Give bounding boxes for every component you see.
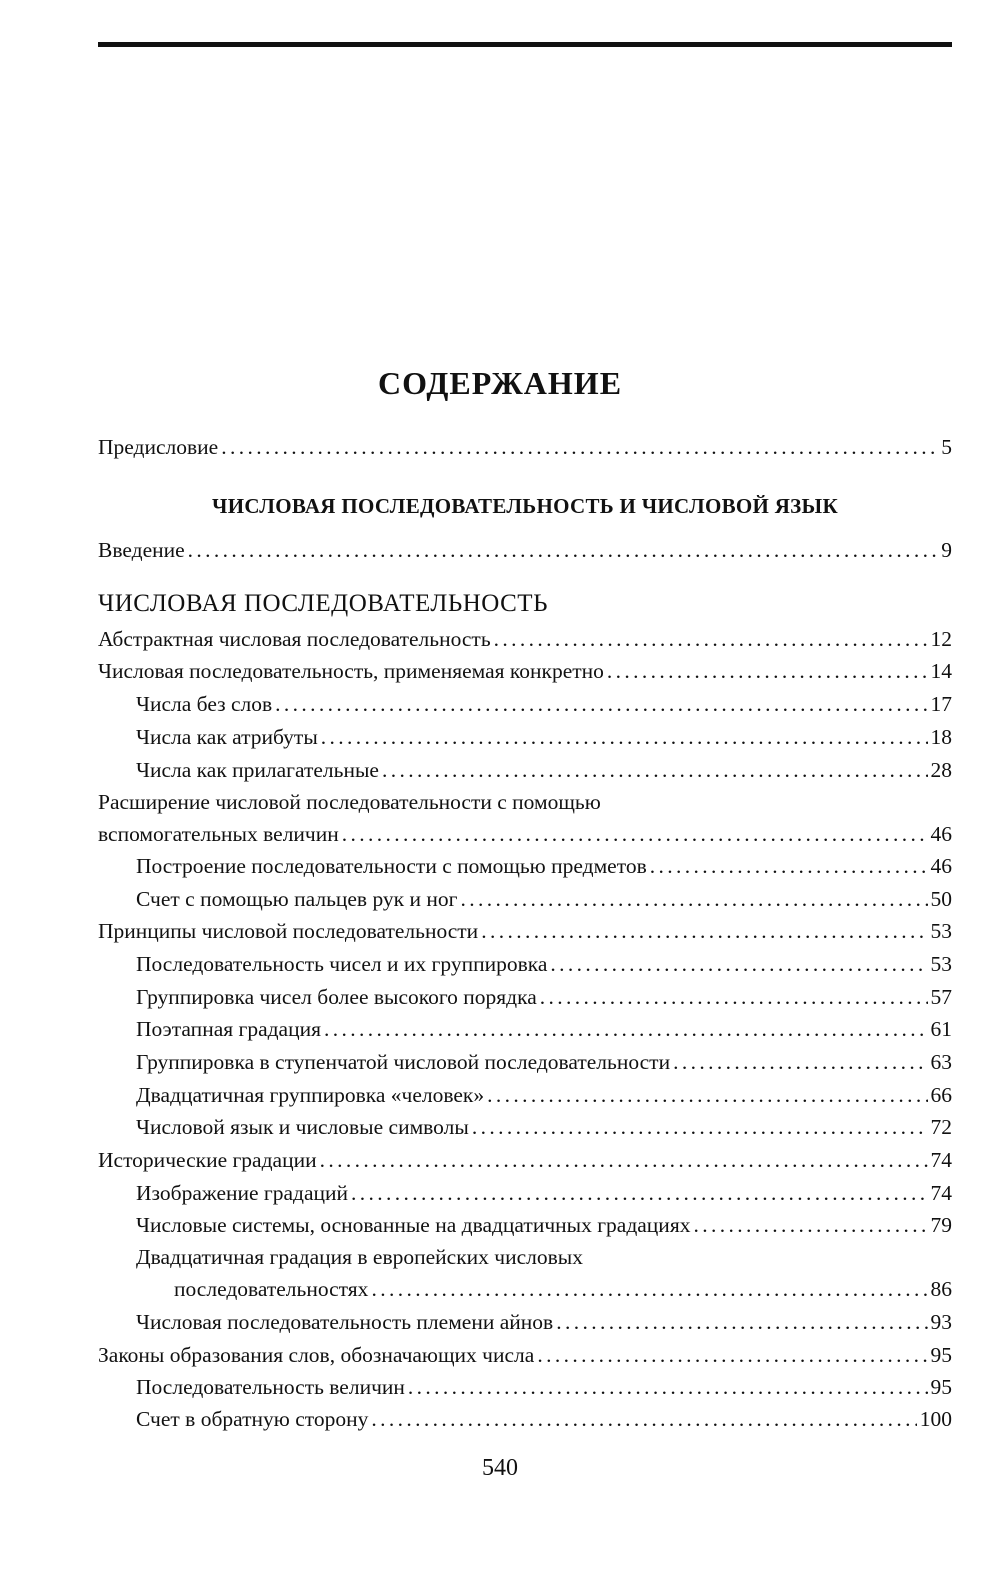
toc-entry-text: Числовая последовательность племени айнов bbox=[136, 1310, 554, 1334]
toc-entry[interactable] bbox=[98, 916, 952, 946]
toc-page-number: 61 bbox=[930, 1017, 952, 1041]
toc-entry-text: Счет с помощью пальцев рук и ног bbox=[136, 887, 458, 911]
toc-leader bbox=[487, 1080, 927, 1110]
part-heading: ЧИСЛОВАЯ ПОСЛЕДОВАТЕЛЬНОСТЬ И ЧИСЛОВОЙ ЯЗЫК bbox=[211, 494, 839, 518]
toc-leader bbox=[188, 535, 939, 565]
toc-entry-text-line1[interactable]: Расширение числовой последовательности с помощью bbox=[98, 790, 601, 814]
toc-entry[interactable] bbox=[98, 624, 952, 654]
toc-subentry[interactable] bbox=[136, 851, 952, 881]
toc-leader bbox=[460, 884, 927, 914]
toc-entry-text: Исторические градации bbox=[98, 1148, 317, 1172]
toc-leader bbox=[408, 1372, 928, 1402]
toc-entry-text: Последовательность чисел и их группировка bbox=[136, 952, 548, 976]
toc-page-number: 18 bbox=[930, 725, 952, 749]
toc-entry-text: Абстрактная числовая последовательность bbox=[98, 627, 491, 651]
toc-entry-text: Числовой язык и числовые символы bbox=[136, 1115, 469, 1139]
toc-entry-text: Числа без слов bbox=[136, 692, 273, 716]
toc-entry-text: Числа как атрибуты bbox=[136, 725, 318, 749]
section-heading: ЧИСЛОВАЯ ПОСЛЕДОВАТЕЛЬНОСТЬ bbox=[98, 590, 548, 617]
toc-entry-text: Группировка чисел более высокого порядка bbox=[136, 985, 537, 1009]
toc-entry-text: Числовые системы, основанные на двадцатичных градациях bbox=[136, 1213, 691, 1237]
toc-subentry[interactable] bbox=[136, 689, 952, 719]
toc-leader bbox=[556, 1307, 927, 1337]
toc-entry[interactable] bbox=[98, 656, 952, 686]
toc-page-number: 5 bbox=[941, 435, 952, 459]
toc-leader bbox=[221, 432, 938, 462]
toc-page-number: 46 bbox=[930, 854, 952, 878]
toc-entry[interactable] bbox=[98, 819, 952, 849]
toc-page-number: 50 bbox=[930, 887, 952, 911]
toc-subentry[interactable] bbox=[136, 722, 952, 752]
toc-entry-text: Числа как прилагательные bbox=[136, 758, 379, 782]
toc-subentry[interactable] bbox=[136, 1014, 952, 1044]
toc-entry-text: последовательностях bbox=[174, 1277, 369, 1301]
toc-leader bbox=[550, 949, 927, 979]
toc-leader bbox=[673, 1047, 927, 1077]
toc-leader bbox=[540, 982, 928, 1012]
toc-leader bbox=[537, 1340, 927, 1370]
toc-entry-text-line1[interactable]: Двадцатичная градация в европейских числовых bbox=[136, 1245, 583, 1269]
toc-leader bbox=[342, 819, 928, 849]
toc-leader bbox=[321, 722, 928, 752]
toc-subentry[interactable] bbox=[136, 755, 952, 785]
toc-page-number: 57 bbox=[930, 985, 952, 1009]
toc-subentry[interactable] bbox=[136, 949, 952, 979]
toc-entry[interactable] bbox=[98, 1340, 952, 1370]
toc-entry-text: Предисловие bbox=[98, 435, 219, 459]
toc-page-number: 74 bbox=[930, 1148, 952, 1172]
toc-page-number: 86 bbox=[930, 1277, 952, 1301]
toc-subentry[interactable] bbox=[136, 1178, 952, 1208]
toc-entry-text: Законы образования слов, обозначающих числа bbox=[98, 1343, 535, 1367]
toc-leader bbox=[693, 1210, 927, 1240]
toc-leader bbox=[275, 689, 927, 719]
toc-entry-text: Последовательность величин bbox=[136, 1375, 405, 1399]
toc-leader bbox=[650, 851, 928, 881]
toc-leader bbox=[494, 624, 928, 654]
toc-page-number: 74 bbox=[930, 1181, 952, 1205]
toc-leader bbox=[351, 1178, 927, 1208]
toc-subentry[interactable] bbox=[136, 1080, 952, 1110]
page-title: СОДЕРЖАНИЕ bbox=[377, 365, 623, 401]
toc-page-number: 63 bbox=[930, 1050, 952, 1074]
toc-entry-text: Двадцатичная группировка «человек» bbox=[136, 1083, 485, 1107]
toc-leader bbox=[607, 656, 928, 686]
toc-page-number: 66 bbox=[930, 1083, 952, 1107]
toc-entry-intro[interactable] bbox=[98, 535, 952, 565]
toc-subentry[interactable] bbox=[136, 1307, 952, 1337]
toc-entry[interactable] bbox=[98, 1145, 952, 1175]
toc-leader bbox=[481, 916, 927, 946]
toc-leader bbox=[371, 1404, 916, 1434]
toc-entry-text: Числовая последовательность, применяемая конкретно bbox=[98, 659, 604, 683]
toc-entry-text: Введение bbox=[98, 538, 185, 562]
toc-leader bbox=[472, 1112, 928, 1142]
toc-page-number: 79 bbox=[930, 1213, 952, 1237]
toc-subentry[interactable] bbox=[136, 982, 952, 1012]
toc-page-number: 72 bbox=[930, 1115, 952, 1139]
toc-page-number: 53 bbox=[930, 919, 952, 943]
toc-subentry[interactable] bbox=[136, 884, 952, 914]
toc-subentry[interactable] bbox=[136, 1047, 952, 1077]
toc-page-number: 93 bbox=[930, 1310, 952, 1334]
toc-entry-text: Счет в обратную сторону bbox=[136, 1407, 369, 1431]
toc-page-number: 100 bbox=[919, 1407, 952, 1431]
toc-page-number: 53 bbox=[930, 952, 952, 976]
toc-entry-preface[interactable] bbox=[98, 432, 952, 462]
toc-leader bbox=[324, 1014, 928, 1044]
toc-subentry[interactable] bbox=[174, 1274, 952, 1304]
toc-leader bbox=[382, 755, 928, 785]
toc-page-number: 95 bbox=[930, 1375, 952, 1399]
toc-subentry[interactable] bbox=[136, 1112, 952, 1142]
toc-entry-text: Изображение градаций bbox=[136, 1181, 349, 1205]
toc-page-number: 17 bbox=[930, 692, 952, 716]
toc-page-number: 95 bbox=[930, 1343, 952, 1367]
toc-entry-text: Группировка в ступенчатой числовой последовательности bbox=[136, 1050, 671, 1074]
toc-subentry[interactable] bbox=[136, 1404, 952, 1434]
toc-page-number: 46 bbox=[930, 822, 952, 846]
toc-entry-text: Принципы числовой последовательности bbox=[98, 919, 479, 943]
toc-entry-text: вспомогательных величин bbox=[98, 822, 339, 846]
toc-page-number: 12 bbox=[930, 627, 952, 651]
toc-subentry[interactable] bbox=[136, 1372, 952, 1402]
toc-entry-text: Построение последовательности с помощью предметов bbox=[136, 854, 647, 878]
toc-subentry[interactable] bbox=[136, 1210, 952, 1240]
toc-leader bbox=[371, 1274, 927, 1304]
page-number: 540 bbox=[482, 1455, 518, 1481]
top-rule bbox=[98, 42, 952, 47]
toc-leader bbox=[320, 1145, 928, 1175]
toc-page-number: 28 bbox=[930, 758, 952, 782]
toc-entry-text: Поэтапная градация bbox=[136, 1017, 321, 1041]
toc-page-number: 14 bbox=[930, 659, 952, 683]
toc-page-number: 9 bbox=[941, 538, 952, 562]
